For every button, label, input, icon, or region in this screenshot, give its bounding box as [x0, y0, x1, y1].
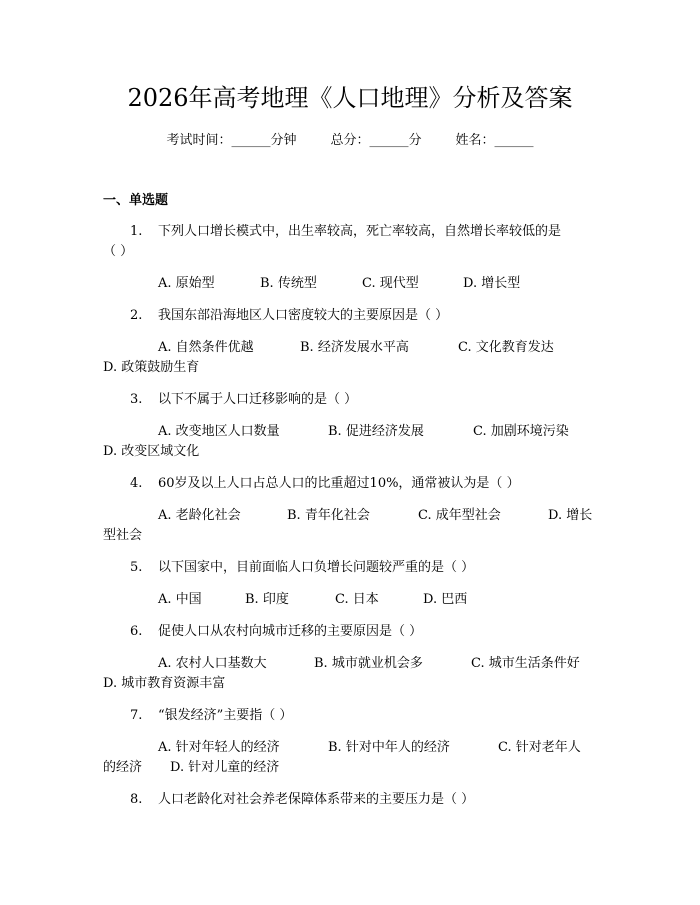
option-c-wrap-text: 的经济 [103, 760, 143, 775]
page-title: 2026年高考地理《人口地理》分析及答案 [127, 84, 573, 112]
question-text: 下列人口增长模式中，出生率较高，死亡率较高，自然增长率较低的是 [158, 224, 562, 239]
question-7 [103, 706, 292, 726]
option-d: D. 巴西 [423, 592, 468, 607]
option-b: B. 经济发展水平高 [300, 340, 409, 355]
option-c: C. 加剧环境污染 [473, 424, 569, 439]
question-number: 1. [130, 224, 143, 239]
options-row [103, 422, 603, 442]
option-d: D. 增长型 [463, 276, 521, 291]
question-number: 6. [130, 624, 143, 639]
option-c: C. 现代型 [362, 276, 419, 291]
question-2 [103, 306, 448, 326]
section-heading: 一、单选题 [103, 193, 169, 208]
question-8 [103, 790, 474, 810]
option-d-continued: 型社会 [103, 528, 143, 543]
option-a: A. 针对年轻人的经济 [158, 740, 280, 755]
option-c: C. 城市生活条件好 [471, 656, 580, 671]
question-number: 7. [130, 708, 143, 723]
total-score: 总分：______分 [330, 133, 422, 148]
option-c: C. 针对老年人 [498, 740, 581, 755]
option-d: D. 针对儿童的经济 [170, 760, 280, 775]
question-5 [103, 558, 474, 578]
option-c: C. 文化教育发达 [458, 340, 554, 355]
option-d: D. 改变区域文化 [103, 444, 200, 459]
option-b: B. 青年化社会 [287, 508, 370, 523]
option-b: B. 传统型 [260, 276, 317, 291]
option-a: A. 原始型 [158, 276, 215, 291]
options-row [103, 338, 603, 358]
question-number: 8. [130, 792, 143, 807]
option-b: B. 印度 [245, 592, 289, 607]
option-d: D. 政策鼓励生育 [103, 360, 200, 375]
options-row [103, 274, 603, 294]
question-1 [103, 222, 561, 242]
option-c-continued [103, 758, 279, 778]
options-row [103, 738, 603, 758]
option-b: B. 针对中年人的经济 [328, 740, 450, 755]
question-text-continued: （ ） [103, 244, 134, 259]
exam-meta [0, 130, 700, 152]
option-c: C. 成年型社会 [418, 508, 501, 523]
option-d: D. 增长 [548, 508, 593, 523]
question-text: 促使人口从农村向城市迁移的主要原因是（ ） [158, 624, 423, 639]
option-a: A. 老龄化社会 [158, 508, 241, 523]
question-text: 以下不属于人口迁移影响的是（ ） [158, 392, 358, 407]
student-name: 姓名：______ [455, 133, 534, 148]
question-text: “银发经济”主要指（ ） [158, 708, 293, 723]
question-text: 我国东部沿海地区人口密度较大的主要原因是（ ） [158, 308, 449, 323]
option-c: C. 日本 [335, 592, 379, 607]
options-row [103, 654, 603, 674]
question-3 [103, 390, 357, 410]
question-number: 5. [130, 560, 143, 575]
question-4 [103, 474, 520, 494]
question-text: 60岁及以上人口占总人口的比重超过10%，通常被认为是（ ） [158, 476, 520, 491]
options-row [103, 506, 603, 526]
question-text: 人口老龄化对社会养老保障体系带来的主要压力是（ ） [158, 792, 475, 807]
option-a: A. 改变地区人口数量 [158, 424, 280, 439]
question-number: 4. [130, 476, 143, 491]
option-b: B. 城市就业机会多 [314, 656, 423, 671]
exam-time: 考试时间：______分钟 [166, 133, 297, 148]
question-6 [103, 622, 422, 642]
question-number: 3. [130, 392, 143, 407]
option-b: B. 促进经济发展 [328, 424, 424, 439]
question-number: 2. [130, 308, 143, 323]
question-text: 以下国家中，目前面临人口负增长问题较严重的是（ ） [158, 560, 475, 575]
options-row [103, 590, 603, 610]
option-a: A. 自然条件优越 [158, 340, 254, 355]
option-a: A. 中国 [158, 592, 202, 607]
option-d: D. 城市教育资源丰富 [103, 676, 226, 691]
option-a: A. 农村人口基数大 [158, 656, 267, 671]
